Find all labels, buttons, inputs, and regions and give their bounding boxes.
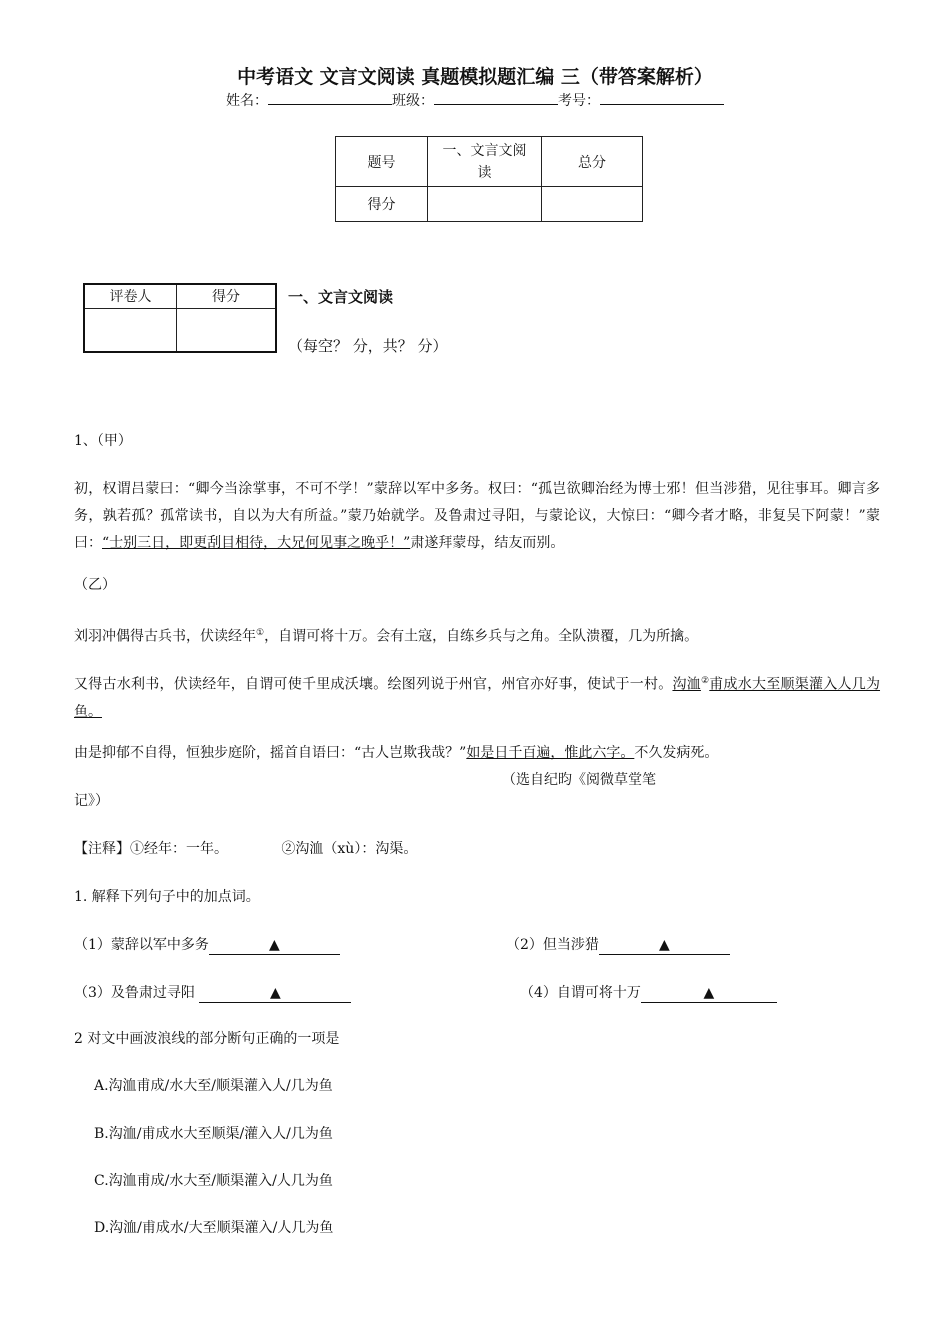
name-field[interactable]: [268, 90, 392, 105]
q1-item-2-text: （2）但当涉猎: [506, 937, 599, 953]
passage-yi-label: （乙）: [74, 577, 116, 593]
passage-yi-text-1: 刘羽冲偶得古兵书，伏读经年: [74, 628, 256, 645]
score-header-total: 总分: [542, 137, 643, 187]
q2-option-d[interactable]: D.沟洫/甫成水/大至顺渠灌入/人几为鱼: [94, 1220, 334, 1236]
passage-jia-underlined: “士别三日，即更刮目相待，大兄何见事之晚乎！”: [102, 535, 411, 551]
source-citation-1: （选自纪昀《阅微草堂笔: [502, 772, 656, 788]
q1-item-1-text: （1）蒙辞以军中多务: [74, 937, 209, 953]
score-cell-section-1[interactable]: [428, 187, 542, 222]
passage-jia: [74, 476, 880, 557]
q1-item-4-text: （4）自谓可将十万: [520, 985, 641, 1001]
annotation-notes: 【注释】①经年：一年。 ②沟洫（xù）：沟渠。: [74, 841, 418, 857]
score-cell-total[interactable]: [542, 187, 643, 222]
q1-answer-1[interactable]: [209, 936, 340, 955]
q1-item-4: [520, 980, 777, 1007]
passage-jia-text: 初，权谓吕蒙曰：“卿今当涂掌事，不可不学！”蒙辞以军中多务。权曰：“孤岂欲卿治经为博士邪！但当涉猎，见往事耳。卿言多务，孰若孤？孤常读书，自以为大有所益。”蒙乃始就学。及鲁肃过寻阳，与蒙论议，大惊曰：“卿今者才略，非复吴下阿蒙！”蒙曰：: [74, 481, 880, 551]
grader-header-score: 得分: [177, 284, 277, 308]
passage-yi-text-3b: 不久发病死。: [634, 745, 719, 761]
score-header-question-no: 题号: [336, 137, 428, 187]
grader-cell-score[interactable]: [177, 308, 277, 352]
passage-yi-para-1: [74, 620, 880, 651]
question-1-prompt: 1. 解释下列句子中的加点词。: [74, 889, 260, 905]
passage-yi-text-1b: ，自谓可将十万。会有土寇，自练乡兵与之角。全队溃覆，几为所擒。: [264, 628, 699, 645]
q2-option-c[interactable]: C.沟洫甫成/水大至/顺渠灌入/人几为鱼: [94, 1173, 333, 1189]
class-label: 班级：: [392, 93, 434, 109]
q2-option-a[interactable]: A.沟洫甫成/水大至/顺渠灌入人/几为鱼: [94, 1078, 333, 1094]
class-field[interactable]: [434, 90, 558, 105]
triangle-marker-icon: ▲: [659, 937, 670, 953]
note-mark-2: ②: [700, 676, 710, 686]
source-citation-2: 记》）: [74, 793, 109, 809]
passage-yi-text-2: 又得古水利书，伏读经年，自谓可使千里成沃壤。绘图列说于州官，州官亦好事，使试于一村。: [74, 676, 673, 693]
score-table: [335, 136, 643, 222]
score-row-label: 得分: [336, 187, 428, 222]
grader-header-reviewer: 评卷人: [84, 284, 177, 308]
q1-item-2: [506, 932, 730, 959]
passage-yi-text-3: 由是抑郁不自得，恒独步庭阶，摇首自语曰：“古人岂欺我哉？”: [74, 745, 467, 761]
section-title: 一、文言文阅读: [288, 288, 394, 306]
q1-answer-4[interactable]: [641, 984, 777, 1003]
question-2-prompt: 2 对文中画波浪线的部分断句正确的一项是: [74, 1031, 340, 1047]
wavy-underline-part-b: 甫成水大至顺渠灌入人几为鱼。: [74, 676, 881, 720]
q1-item-1: [74, 932, 340, 959]
grader-cell-reviewer[interactable]: [84, 308, 177, 352]
name-label: 姓名：: [226, 93, 268, 109]
page-title: 中考语文 文言文阅读 真题模拟题汇编 三（带答案解析）: [237, 66, 713, 88]
q1-answer-2[interactable]: [599, 936, 730, 955]
score-header-section-1: 一、文言文阅读: [428, 137, 542, 187]
exam-no-field[interactable]: [600, 90, 724, 105]
passage-yi-underlined-3: 如是日千百遍，惟此六字。: [466, 745, 635, 761]
question-1-label: 1、（甲）: [74, 433, 132, 449]
triangle-marker-icon: ▲: [269, 937, 280, 953]
q1-answer-3[interactable]: [199, 984, 351, 1003]
student-info-line: [0, 90, 950, 110]
exam-no-label: 考号：: [558, 93, 600, 109]
q2-option-b[interactable]: B.沟洫/甫成水大至顺渠/灌入人/几为鱼: [94, 1126, 333, 1142]
q1-item-3-text: （3）及鲁肃过寻阳: [74, 985, 200, 1001]
grader-table: [83, 283, 277, 353]
note-mark-1: ①: [256, 628, 265, 638]
wavy-underline-part-a: 沟洫: [672, 676, 701, 693]
triangle-marker-icon: ▲: [269, 985, 281, 1001]
section-points-note: （每空？ 分，共？ 分）: [288, 337, 448, 355]
passage-jia-text-end: 肃遂拜蒙母，结友而别。: [410, 535, 565, 551]
passage-yi-para-2: [74, 668, 880, 726]
q1-item-3: [74, 980, 351, 1007]
passage-yi-para-3: [74, 740, 880, 767]
triangle-marker-icon: ▲: [703, 985, 715, 1001]
